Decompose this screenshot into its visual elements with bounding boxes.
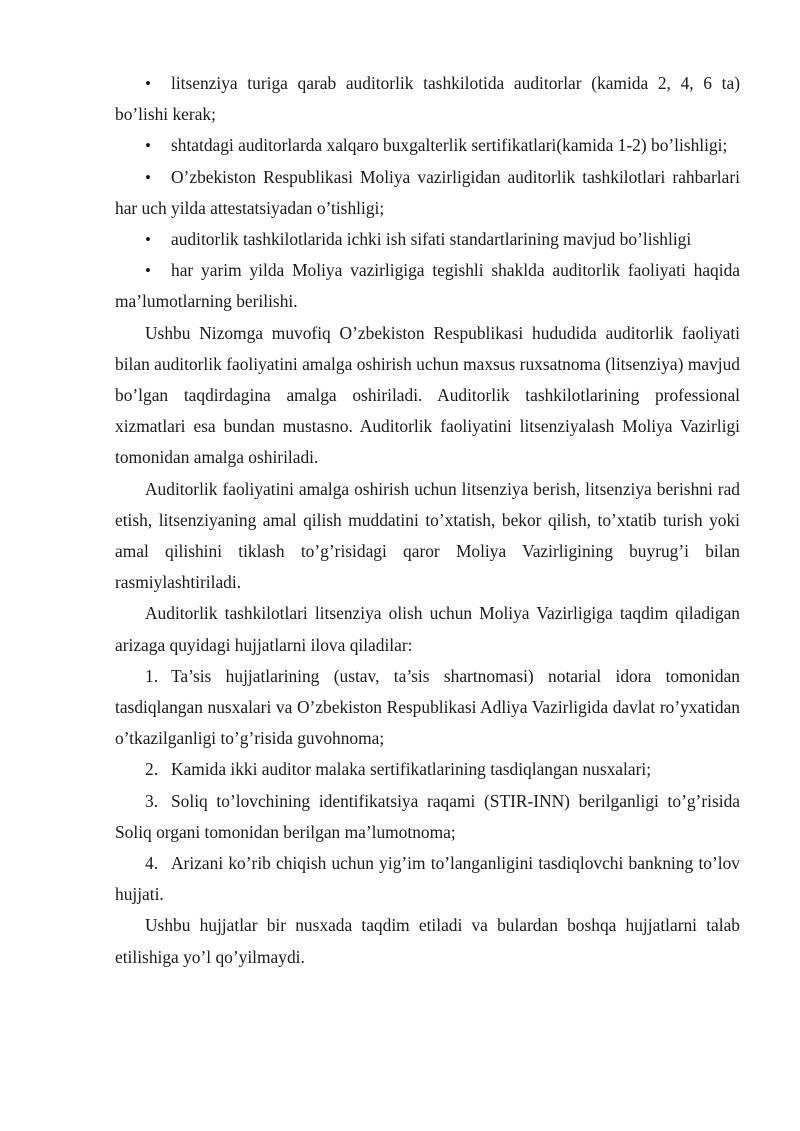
paragraph-license-decision: Auditorlik faoliyatini amalga oshirish uchun litsenziya berish, litsenziya berishni rad etish, litsenziyaning amal qilish muddatini to’xtatish, bekor qilish, to’xtatib turish yoki amal qilishini tiklash to’g’risidagi qaror Moliya Vazirligining buyrug’i bilan rasmiylashtiriladi.: [115, 478, 740, 593]
bullet-item-3: [115, 162, 740, 224]
bullet-marker: •: [145, 261, 151, 281]
numbered-text: Ta’sis hujjatlarining (ustav, ta’sis shartnomasi) notarial idora tomonidan tasdiqlangan nusxalari va O’zbekiston Respublikasi Adliya Vazirligida davlat ro’yxatidan o’tkazilganligi to’g’risida guvohnoma;: [115, 665, 740, 749]
numbered-item-2: [115, 754, 740, 785]
bullet-marker: •: [145, 167, 151, 187]
number-marker: 4.: [145, 853, 159, 874]
numbered-item-1: [115, 661, 740, 755]
paragraph-licensing-rule: Ushbu Nizomga muvofiq O’zbekiston Respublikasi hududida auditorlik faoliyati bilan auditorlik faoliyatini amalga oshirish uchun maxsus ruxsatnoma (litsenziya) mavjud bo’lgan taqdirdagina amalga oshiriladi. Auditorlik tashkilotlarining professional xizmatlari esa bundan mustasno. Auditorlik faoliyatini litsenziyalash Moliya Vazirligi tomonidan amalga oshiriladi.: [115, 322, 740, 468]
numbered-text: Kamida ikki auditor malaka sertifikatlarining tasdiqlangan nusxalari;: [171, 759, 652, 780]
numbered-text: Soliq to’lovchining identifikatsiya raqami (STIR-INN) berilganligi to’g’risida Soliq organi tomonidan berilgan ma’lumotnoma;: [115, 790, 740, 842]
bullet-marker: •: [145, 230, 151, 250]
paragraph-application-documents: Auditorlik tashkilotlari litsenziya olish uchun Moliya Vazirligiga taqdim qiladigan arizaga quyidagi hujjatlarni ilova qiladilar:: [115, 603, 740, 655]
number-marker: 1.: [145, 665, 159, 686]
bullet-marker: •: [145, 136, 151, 156]
bullet-text: auditorlik tashkilotlarida ichki ish sifati standartlarining mavjud bo’lishligi: [171, 229, 692, 250]
number-marker: 2.: [145, 759, 159, 780]
paragraph-closing: Ushbu hujjatlar bir nusxada taqdim etiladi va bulardan boshqa hujjatlarni talab etilishiga yo’l qo’yilmaydi.: [115, 915, 740, 967]
number-marker: 3.: [145, 790, 159, 811]
bullet-item-4: [115, 224, 740, 255]
numbered-item-3: [115, 786, 740, 848]
bullet-text: har yarim yilda Moliya vazirligiga tegishli shaklda auditorlik faoliyati haqida ma’lumotlarning berilishi.: [115, 260, 740, 312]
numbered-item-4: [115, 848, 740, 910]
numbered-text: Arizani ko’rib chiqish uchun yig’im to’langanligini tasdiqlovchi bankning to’lov hujjati.: [115, 853, 740, 905]
bullet-item-1: [115, 68, 740, 130]
bullet-item-5: [115, 255, 740, 317]
bullet-marker: •: [145, 74, 151, 93]
bullet-text: O’zbekiston Respublikasi Moliya vazirligidan auditorlik tashkilotlari rahbarlari har uch yilda attestatsiyadan o’tishligi;: [115, 166, 740, 218]
bullet-text: shtatdagi auditorlarda xalqaro buxgalterlik sertifikatlari(kamida 1-2) bo’lishligi;: [171, 135, 728, 156]
bullet-item-2: [115, 130, 740, 161]
bullet-text: litsenziya turiga qarab auditorlik tashkilotida auditorlar (kamida 2, 4, 6 ta) bo’lishi kerak;: [115, 73, 740, 125]
